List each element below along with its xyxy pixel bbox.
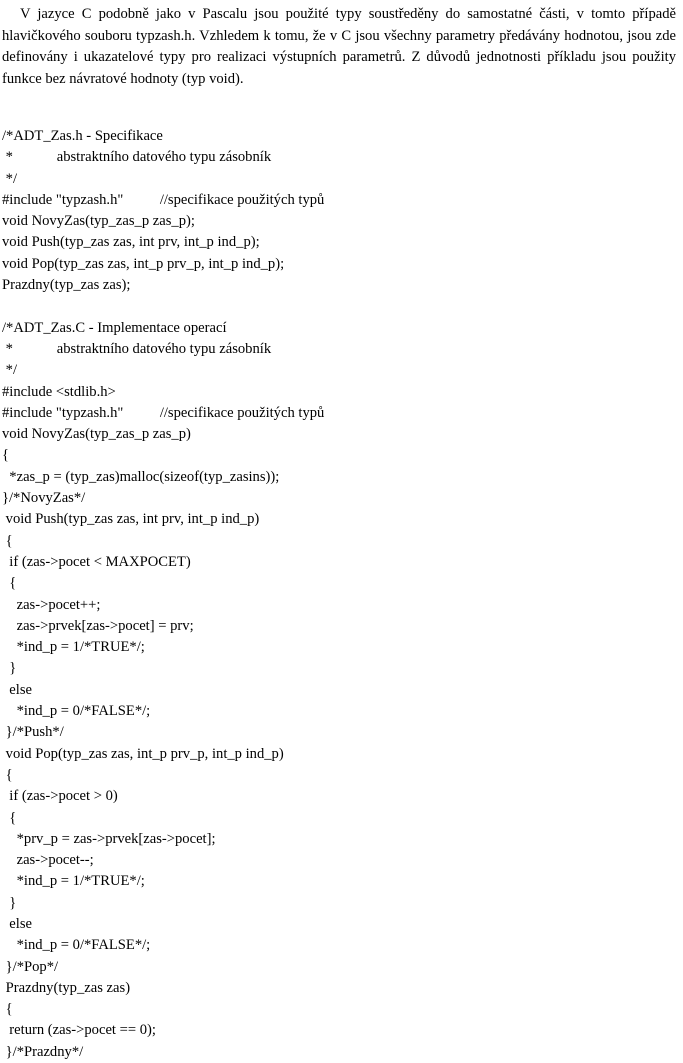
code-line: Prazdny(typ_zas zas) [2,979,131,996]
code-line: { [2,1001,13,1018]
code-line: #include <stdlib.h> [2,383,116,400]
code-line: * abstraktního datového typu zásobník [2,149,272,166]
blank-line [2,296,672,317]
code-line: *ind_p = 0/*FALSE*/; [2,703,151,720]
code-line: }/*Push*/ [2,724,64,741]
impl-file-block [2,318,672,1063]
code-line: Prazdny(typ_zas zas); [2,277,131,294]
code-line: zas->prvek[zas->pocet] = prv; [2,617,194,634]
code-listing [2,126,672,1063]
code-line: *prv_p = zas->prvek[zas->pocet]; [2,830,216,847]
code-line: void NovyZas(typ_zas_p zas_p) [2,426,191,443]
code-line: }/*NovyZas*/ [2,490,86,507]
code-line: *ind_p = 0/*FALSE*/; [2,937,151,954]
code-line: { [2,575,17,592]
code-line: { [2,447,10,464]
code-line: { [2,532,13,549]
code-line: } [2,894,17,911]
code-line: zas->pocet++; [2,596,101,613]
code-line: #include "typzash.h" //specifikace použitých typů [2,191,325,208]
code-line: *ind_p = 1/*TRUE*/; [2,639,145,656]
code-line: else [2,915,32,932]
code-line: void Pop(typ_zas zas, int_p prv_p, int_p ind_p); [2,255,285,272]
code-line: */ [2,362,17,379]
header-file-block [2,126,672,296]
intro-paragraph [2,4,676,91]
code-line: } [2,660,17,677]
code-line: * abstraktního datového typu zásobník [2,340,272,357]
code-line: *zas_p = (typ_zas)malloc(sizeof(typ_zasins)); [2,468,280,485]
code-line: void NovyZas(typ_zas_p zas_p); [2,213,195,230]
code-line: return (zas->pocet == 0); [2,1022,156,1039]
code-line: /*ADT_Zas.h - Specifikace [2,128,163,144]
code-line: void Push(typ_zas zas, int prv, int_p ind_p) [2,511,260,528]
code-line: }/*Prazdny*/ [2,1043,84,1060]
code-line: else [2,681,32,698]
intro-text: V jazyce C podobně jako v Pascalu jsou použité typy soustředěny do samostatné části, v tomto případě hlavičkového souboru typzash.h. Vzhledem k tomu, že v C jsou všechny parametry předávány hodnotou, jsou zde definovány i ukazatelové typy pro realizaci výstupních parametrů. Z důvodů jednotnosti příkladu jsou použity funkce bez návratové hodnoty (typ void). [2,6,676,88]
code-line: { [2,766,13,783]
code-line: if (zas->pocet > 0) [2,788,118,805]
code-line: }/*Pop*/ [2,958,59,975]
code-line: *ind_p = 1/*TRUE*/; [2,873,145,890]
code-line: if (zas->pocet < MAXPOCET) [2,553,191,570]
code-line: void Push(typ_zas zas, int prv, int_p ind_p); [2,234,260,251]
code-line: zas->pocet--; [2,852,94,869]
code-line: #include "typzash.h" //specifikace použitých typů [2,404,325,421]
code-line: void Pop(typ_zas zas, int_p prv_p, int_p ind_p) [2,745,284,762]
code-line: */ [2,170,17,187]
code-line: /*ADT_Zas.C - Implementace operací [2,319,227,336]
code-line: { [2,809,17,826]
